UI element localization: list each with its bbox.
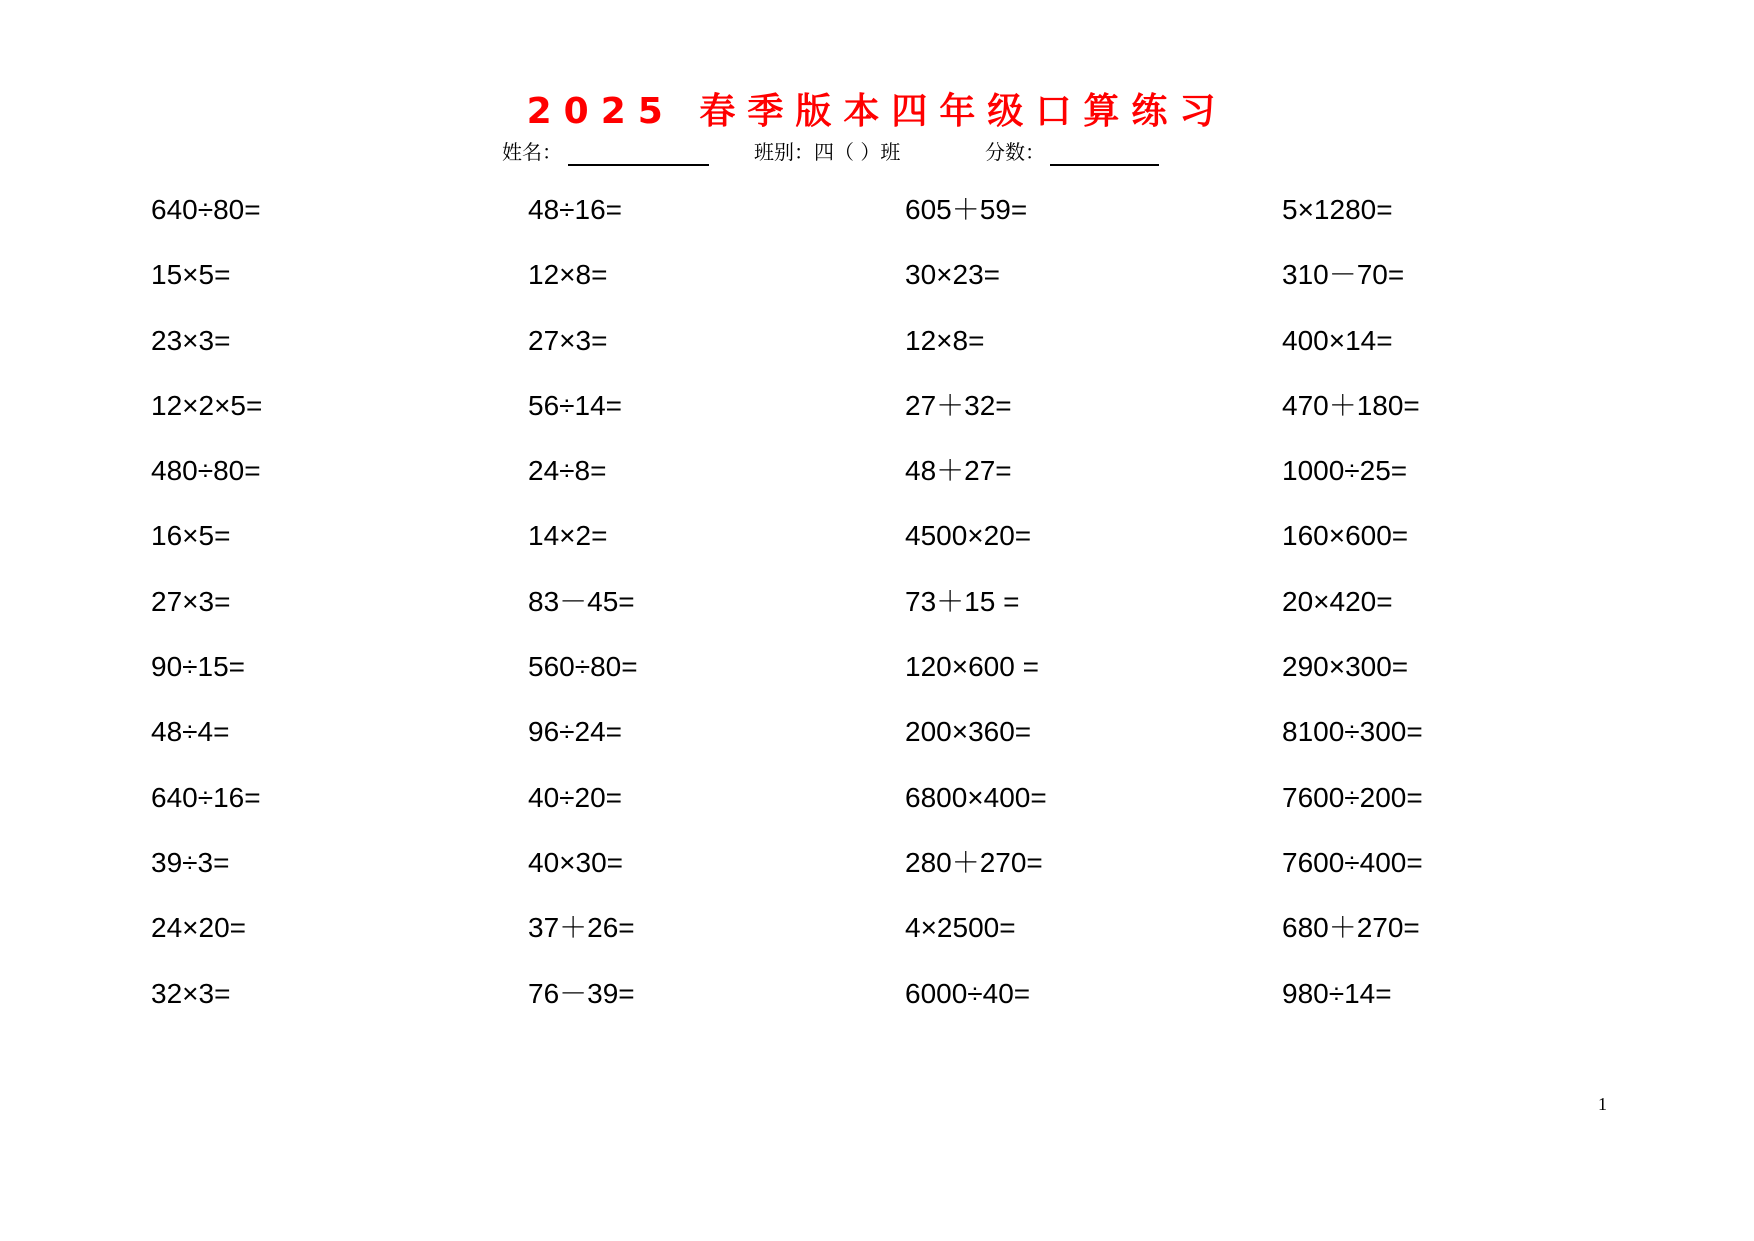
problem-item: 96÷24= <box>528 716 623 748</box>
problem-item: 14×2= <box>528 520 608 552</box>
problem-item: 980÷14= <box>1282 977 1392 1009</box>
problem-item: 12×8= <box>528 259 608 291</box>
problem-item: 605＋59= <box>905 194 1028 225</box>
problem-item: 4×2500= <box>905 912 1016 944</box>
problem-item: 310－70= <box>1282 259 1405 291</box>
problem-item: 290×300= <box>1282 651 1409 683</box>
problem-item: 4500×20= <box>905 520 1032 552</box>
problem-item: 16×5= <box>151 520 231 552</box>
problem-item: 160×600= <box>1282 520 1409 552</box>
problem-item: 640÷80= <box>151 194 261 225</box>
problem-item: 56÷14= <box>528 389 623 421</box>
problem-item: 76－39= <box>528 977 635 1009</box>
problem-item: 40÷20= <box>528 781 623 813</box>
problem-item: 200×360= <box>905 716 1032 748</box>
score-blank[interactable] <box>1050 164 1159 166</box>
problem-item: 27＋32= <box>905 389 1012 421</box>
problem-item: 73＋15 = <box>905 585 1020 617</box>
worksheet-title: 2025 春季版本四年级口算练习 <box>526 91 1228 132</box>
student-info-row <box>0 138 1754 166</box>
problem-item: 32×3= <box>151 977 231 1009</box>
problem-item: 7600÷200= <box>1282 781 1423 813</box>
problem-item: 15×5= <box>151 259 231 291</box>
problem-item: 7600÷400= <box>1282 846 1423 878</box>
problem-item: 27×3= <box>528 324 608 356</box>
problem-item: 24÷8= <box>528 455 607 487</box>
problem-item: 6800×400= <box>905 781 1047 813</box>
problem-item: 120×600 = <box>905 651 1039 683</box>
problem-item: 480÷80= <box>151 455 261 487</box>
problem-item: 83－45= <box>528 585 635 617</box>
problem-item: 48＋27= <box>905 455 1012 487</box>
problem-item: 48÷4= <box>151 716 230 748</box>
score-label: 分数： <box>985 140 1045 164</box>
problem-item: 12×8= <box>905 324 985 356</box>
problem-item: 400×14= <box>1282 324 1393 356</box>
problem-item: 6000÷40= <box>905 977 1031 1009</box>
class-label: 班别：四（ ）班 <box>754 140 901 164</box>
problem-item: 20×420= <box>1282 585 1393 617</box>
problem-item: 27×3= <box>151 585 231 617</box>
name-label: 姓名： <box>502 140 562 164</box>
problem-item: 470＋180= <box>1282 389 1420 421</box>
page-number: 1 <box>1598 1094 1607 1114</box>
problem-item: 48÷16= <box>528 194 623 225</box>
problem-item: 23×3= <box>151 324 231 356</box>
problem-item: 560÷80= <box>528 651 638 683</box>
problem-grid <box>151 192 1659 1041</box>
problem-item: 640÷16= <box>151 781 261 813</box>
problem-item: 24×20= <box>151 912 246 944</box>
problem-item: 680＋270= <box>1282 912 1420 944</box>
problem-item: 40×30= <box>528 846 623 878</box>
problem-item: 5×1280= <box>1282 194 1393 225</box>
problem-item: 1000÷25= <box>1282 455 1408 487</box>
problem-item: 12×2×5= <box>151 389 263 421</box>
problem-item: 8100÷300= <box>1282 716 1423 748</box>
problem-item: 30×23= <box>905 259 1000 291</box>
problem-item: 90÷15= <box>151 651 246 683</box>
problem-item: 37＋26= <box>528 912 635 944</box>
name-blank[interactable] <box>568 164 709 166</box>
problem-item: 39÷3= <box>151 846 230 878</box>
problem-item: 280＋270= <box>905 846 1043 878</box>
